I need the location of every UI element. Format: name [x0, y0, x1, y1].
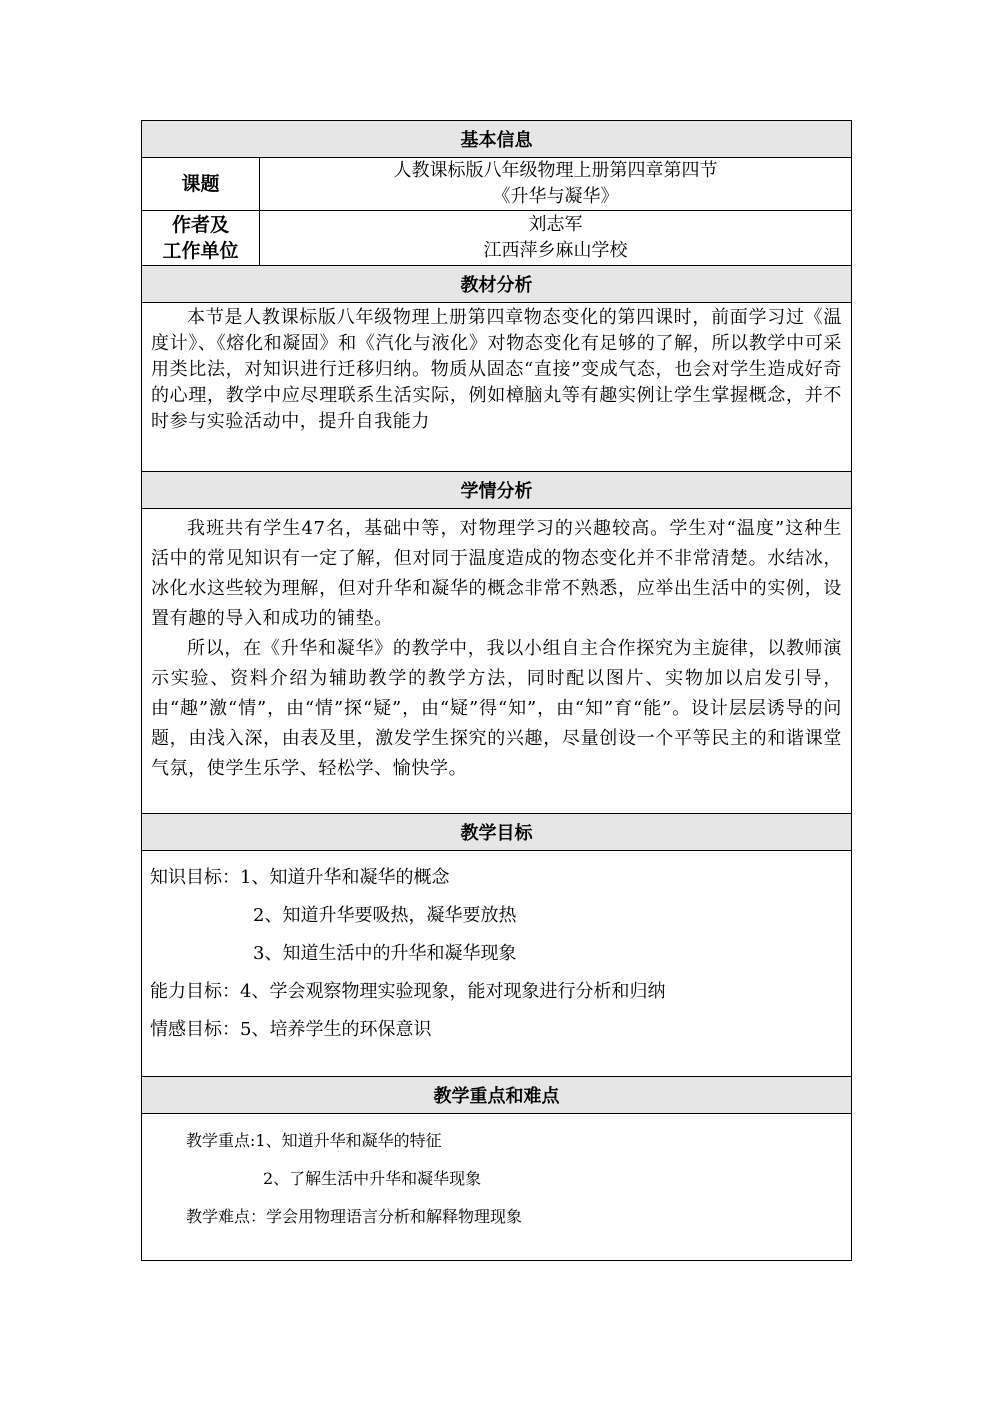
section-header-keypoints: 教学重点和难点 — [142, 1077, 851, 1114]
goal-line: 知识目标：1、知道升华和凝华的概念 — [150, 867, 450, 888]
student-analysis — [142, 509, 851, 814]
author-name: 刘志军 — [528, 214, 583, 235]
section-header-students: 学情分析 — [142, 472, 851, 509]
author-row — [142, 211, 851, 266]
topic-label: 课题 — [142, 158, 260, 210]
student-paragraph-2: 所以，在《升华和凝华》的教学中，我以小组自主合作探究为主旋律，以教师演示实验、资料介绍为辅助教学的教学方法，同时配以图片、实物加以启发引导，由“趣”激“情”，由“情”探“疑”，由“疑”得“知”，由“知”育“能”。设计层层诱导的问题，由浅入深，由表及里，激发学生探究的兴趣，尽量创设一个平等民主的和谐课堂气氛，使学生乐学、轻松学、愉快学。 — [151, 638, 842, 779]
section-header-material: 教材分析 — [142, 266, 851, 303]
material-paragraph: 本节是人教课标版八年级物理上册第四章物态变化的第四课时，前面学习过《温度计》、《熔化和凝固》和《汽化与液化》对物态变化有足够的了解，所以教学中可采用类比法，对知识进行迁移归纳。物质从固态“直接”变成气态，也会对学生造成好奇的心理，教学中应尽理联系生活实际，例如樟脑丸等有趣实例让学生掌握概念，并不时参与实验活动中，提升自我能力 — [151, 307, 842, 432]
author-label-line-2: 工作单位 — [162, 240, 239, 262]
teaching-goals — [142, 851, 851, 1077]
author-value — [260, 211, 851, 265]
author-unit: 江西萍乡麻山学校 — [483, 240, 628, 261]
student-paragraph-1: 我班共有学生47名，基础中等，对物理学习的兴趣较高。学生对“温度”这种生活中的常见知识有一定了解，但对同于温度造成的物态变化并不非常清楚。水结冰，冰化水这些较为理解，但对升华和凝华的概念非常不熟悉，应举出生活中的实例，设置有趣的导入和成功的铺垫。 — [151, 518, 842, 629]
keypoint-line: 2、了解生活中升华和凝华现象 — [263, 1169, 482, 1188]
keypoint-line: 教学难点：学会用物理语言分析和解释物理现象 — [186, 1207, 523, 1226]
topic-value — [260, 158, 851, 210]
goal-line: 2、知道升华要吸热，凝华要放热 — [253, 905, 517, 926]
goal-line: 能力目标：4、学会观察物理实验现象，能对现象进行分析和归纳 — [150, 981, 666, 1002]
goal-line: 情感目标：5、培养学生的环保意识 — [150, 1019, 432, 1040]
key-points — [142, 1114, 851, 1260]
lesson-plan-table — [141, 120, 852, 1261]
section-header-goals: 教学目标 — [142, 814, 851, 851]
topic-line-2: 《升华与凝华》 — [492, 186, 619, 207]
topic-line-1: 人教课标版八年级物理上册第四章第四节 — [393, 160, 718, 181]
material-analysis — [142, 303, 851, 472]
keypoint-line: 教学重点:1、知道升华和凝华的特征 — [186, 1131, 442, 1150]
author-label — [142, 211, 260, 265]
goal-line: 3、知道生活中的升华和凝华现象 — [253, 943, 517, 964]
author-label-line-1: 作者及 — [171, 214, 229, 236]
topic-row — [142, 158, 851, 211]
section-header-basic-info: 基本信息 — [142, 121, 851, 158]
